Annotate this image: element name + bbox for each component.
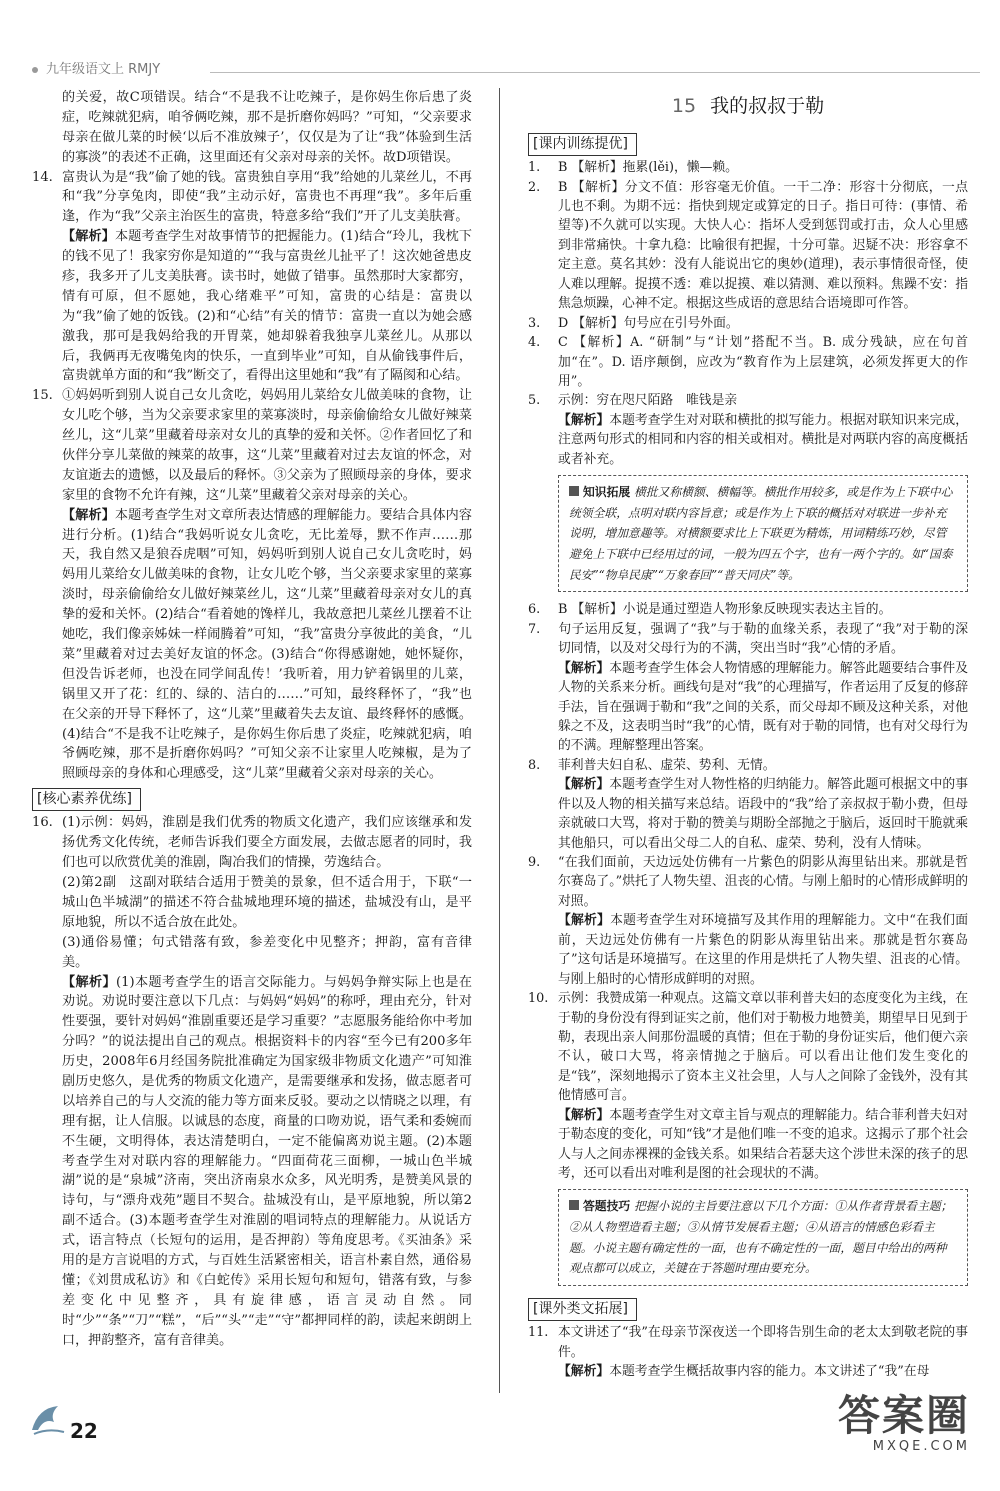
analysis-tag: 【解析】 xyxy=(62,507,115,523)
analysis-paragraph xyxy=(528,1362,968,1381)
analysis-text: 本题考查学生对环境描写及其作用的理解能力。文中“在我们面前，天边远处仿佛有一片紫色的阴影从海里钻出来。那就是哲尔赛岛了”这句话是环境描写。在这里的作用是烘托了人物失望、沮丧的心情。与刚上船时的心情形成鲜明的对照。 xyxy=(558,913,968,987)
answer-item xyxy=(528,853,968,911)
right-column xyxy=(528,88,968,1382)
analysis-text: 本题考查学生对文章主旨与观点的理解能力。结合菲利普夫妇对于勒态度的变化，可知“钱”才是他们唯一不变的追求。这揭示了那个社会人与人之间赤裸裸的金钱关系。如果结合若瑟夫这个涉世未深的孩子的思考，还可以看出对唯利是图的社会现状的不满。 xyxy=(558,1107,969,1182)
answer-item xyxy=(528,314,968,333)
analysis-text: 本题考查学生对人物性格的归纳能力。解答此题可根据文中的事件以及人物的相关描写来总结。语段中的“我”给了亲叔叔于勒小费，但母亲就破口大骂，将对于勒的赞美与期盼全部抛之于脑后，返回时干脆就乘其他船只，可以看出父母二人的自私、虚荣、势利，没有人情味。 xyxy=(558,777,969,851)
answer-item xyxy=(528,178,968,314)
tip-box-text: 把握小说的主旨要注意以下几个方面：①从作者背景看主题；②从人物塑造看主题；③从情节发展看主题；④从语言的情感色彩看主题。小说主题有确定性的一面，也有不确定性的一面，题目中给出的两种观点都可以成立，关键在于答题时理由要充分。 xyxy=(569,1199,953,1276)
analysis-tag: 【解析】 xyxy=(558,913,611,929)
answer-item xyxy=(32,168,472,228)
answer-item xyxy=(528,1323,968,1362)
analysis-text: 本题考查学生概括故事内容的能力。本文讲述了“我”在母 xyxy=(609,1364,930,1380)
item-text: “在我们面前，天边远处仿佛有一片紫色的阴影从海里钻出来。那就是哲尔赛岛了。”烘托了人物失望、沮丧的心情。与刚上船时的心情形成鲜明的对照。 xyxy=(558,855,968,909)
item-number: 9. xyxy=(528,855,541,871)
tip-box-label: 知识拓展 xyxy=(583,485,631,500)
right-blocks xyxy=(528,129,968,1382)
item-number: 5. xyxy=(528,393,541,409)
tip-box-text: 横批又称横额、横幅等。横批作用较多，或是作为上下联中心统领全联，点明对联内容旨意；或是作为上下联的概括对对联进一步补充说明，增加意趣等。对横额要求比上下联更为精炼，用词精练巧妙，尽管避免上下联中已经用过的词，一般为四五个字，也有一两个字的。如“国泰民安”“物阜民康”“万象春回”“普天同庆”等。 xyxy=(569,485,953,582)
publisher-logo-icon xyxy=(28,1400,68,1440)
item-text: 示例：穷在咫尺陌路 唯钱是亲 xyxy=(558,393,738,409)
analysis-tag: 【解析】 xyxy=(558,660,610,676)
item-text: C 【解析】A. “研制”与“计划”搭配不当。B. 成分残缺，应在句首加“在”。D. 语序颠倒，应改为“教育作为上层建筑，必须发挥更大的作用”。 xyxy=(558,335,968,389)
analysis-paragraph xyxy=(528,911,968,989)
square-icon xyxy=(569,486,579,496)
answer-item xyxy=(32,386,472,505)
item-text: 菲利普夫妇自私、虚荣、势利、无情。 xyxy=(558,757,776,773)
header-title: 九年级语文上 RMJY xyxy=(46,62,161,77)
page-number: 22 xyxy=(70,1419,98,1443)
item-number: 11. xyxy=(528,1325,549,1341)
analysis-tag: 【解析】 xyxy=(62,229,116,245)
page-header xyxy=(32,60,160,80)
analysis-paragraph xyxy=(528,1106,968,1184)
analysis-paragraph xyxy=(528,411,968,469)
item-text: 富贵认为是“我”偷了她的钱。富贵独自享用“我”给她的儿菜丝儿，不再和“我”分享兔肉，即使“我”主动示好，富贵也不再理“我”。多年后重逢，作为“我”父亲主治医生的富贵，特意多给“我们”开了儿支美肤膏。 xyxy=(62,169,472,225)
item-number: 4. xyxy=(528,335,541,351)
bullet-icon xyxy=(32,67,38,73)
section-heading: [ 课外类文拓展 ] xyxy=(528,1298,637,1321)
item-text: 本文讲述了“我”在母亲节深夜送一个即将告别生命的老太太到敬老院的事件。 xyxy=(558,1325,968,1360)
answer-item xyxy=(528,333,968,391)
answer-item xyxy=(528,989,968,1106)
item-number: 14. xyxy=(32,169,53,185)
item-number: 3. xyxy=(528,315,541,331)
analysis-text: 本题考查学生对对联和横批的拟写能力。根据对联知识来完成，注意两句形式的相同和内容的相关或相对。横批是对两联内容的高度概括或者补充。 xyxy=(558,412,969,467)
answer-item xyxy=(528,620,968,659)
analysis-text: 本题考查学生对文章所表达情感的理解能力。要结合具体内容进行分析。(1)结合“我妈听说女儿贪吃，无比羞辱，默不作声……那天，我自然又是狼吞虎咽”可知，妈妈听到别人说自己女儿贪吃时，妈妈用儿菜给女儿做美味的食物，让女儿吃个够，当父亲要求家里的菜寡淡时，母亲偷偷给女儿做好辣菜丝儿，这“儿菜”里藏着母亲对女儿的真挚的爱和关怀。(2)结合“看着她的馋样儿，我故意把儿菜丝儿摆着不让她吃，我们像亲姊妹一样闹腾着”可知，“我”富贵分享彼此的美食，“儿菜”里藏着对过去美好友谊的怀念。(3)结合“你得感谢她，她怀疑你，但没告诉老师，也没在同学间乱传！’我听着，用力铲着锅里的儿菜，锅里又开了花：红的、绿的、洁白的……”可知，最终释怀了，“我”也在父亲的开导下释怀了，这“儿菜”里藏着失去友谊、最终释怀的感慨。(4)结合“不是我不让吃辣子，是你妈生你后患了炎症，吃辣就犯病，咱爷俩吃辣，那不是折磨你妈吗？”可知父亲不让家里人吃辣椒，是为了照顾母亲的身体和心理感受，这“儿菜”里藏着父亲对母亲的关心。 xyxy=(62,507,472,782)
analysis-paragraph xyxy=(528,775,968,853)
analysis-tag: 【解析】 xyxy=(558,1107,610,1123)
item-number: 10. xyxy=(528,991,549,1007)
answer-item xyxy=(528,756,968,775)
analysis-text: 本题考查学生体会人物情感的理解能力。解答此题要结合事件及人物的关系来分析。画线句是对“我”的心理描写，作者运用了反复的修辞手法，旨在强调于勒和“我”之间的关系，而父母却不顾及这种关系，对他躲之不及，这表明当时“我”的心情，既有对于勒的同情，也有对父母行为的不满。理解整理出答案。 xyxy=(558,660,969,754)
tip-box xyxy=(558,475,968,592)
answer-item xyxy=(528,158,968,177)
watermark xyxy=(837,1391,970,1457)
section-heading: [ 课内训练提优 ] xyxy=(528,133,637,156)
square-icon xyxy=(569,1200,579,1210)
analysis-paragraph xyxy=(32,227,472,386)
item-text: (1)示例：妈妈，淮剧是我们优秀的物质文化遗产，我们应该继承和发扬优秀文化传统，老师告诉我们要全方面发展，去做志愿者的同时，我们也可以欣赏优美的淮剧，陶冶我们的情操，劳逸结合。 xyxy=(62,815,472,871)
analysis-paragraph xyxy=(528,659,968,756)
item-number: 7. xyxy=(528,621,541,637)
item-number: 16. xyxy=(32,815,53,831)
watermark-text: 答案圈 xyxy=(837,1391,970,1440)
sub-answer: (3)通俗易懂；句式错落有致，参差变化中见整齐；押韵，富有音律美。 xyxy=(62,934,472,970)
answer-item xyxy=(32,813,472,873)
analysis-tag: 【解析】 xyxy=(558,412,610,428)
item-text: D 【解析】句号应在引号外面。 xyxy=(558,315,739,331)
analysis-paragraph xyxy=(32,973,472,1351)
item-number: 1. xyxy=(528,160,541,176)
header-rule xyxy=(210,72,980,73)
section-heading: [ 核心素养优练 ] xyxy=(32,788,141,811)
lesson-title xyxy=(528,92,968,121)
lesson-number: 15 xyxy=(671,95,697,117)
left-column xyxy=(32,88,472,1350)
item-text: ①妈妈听到别人说自己女儿贪吃，妈妈用儿菜给女儿做美味的食物，让女儿吃个够，当为父亲要求家里的菜寡淡时，母亲偷偷给女儿做好辣菜丝儿，这“儿菜”里藏着母亲对女儿的真挚的爱和关怀。②作者回忆了和伙伴分享儿菜做的辣菜的故事，这“儿菜”里藏着对过去友谊的怀念，对友谊逝去的遗憾，以及最后的释怀。③父亲为了照顾母亲的身体，要求家里的食物不允许有辣，这“儿菜”里藏着父亲对母亲的关心。 xyxy=(62,388,472,503)
item-text: B 【解析】分文不值：形容毫无价值。一干二净：形容十分彻底，一点儿也不剩。为期不远：指快到规定或算定的日子。指日可待：(事情、希望等)不久就可以实现。大快人心：指坏人受到惩罚或打击，众人心里感到非常痛快。十拿九稳：比喻很有把握，十分可靠。迟疑不决：形容拿不定主意。莫名其妙：没有人能说出它的奥妙(道理)，表示事情很奇怪，使人难以理解。捉摸不透：难以捉摸、难以猜测、难以预料。焦躁不安：指焦急烦躁，心神不定。根据这些成语的意思结合语境即可作答。 xyxy=(558,179,968,312)
analysis-tag: 【解析】 xyxy=(62,974,116,990)
item-text: 句子运用反复，强调了“我”与于勒的血缘关系，表现了“我”对于勒的深切同情，以及对父母行为的不满，突出当时“我”心情的矛盾。 xyxy=(558,621,968,657)
analysis-paragraph xyxy=(32,506,472,784)
analysis-tag: 【解析】 xyxy=(558,1364,610,1380)
item-text: 示例：我赞成第一种观点。这篇文章以菲利普夫妇的态度变化为主线，在于勒的身份没有得到证实之前，他们对于勒极力地赞美，期望早日见到于勒，表现出亲人间那份温暖的真情；但在于勒的身份证实后，他们便六亲不认，破口大骂，将亲情抛之于脑后。可以看出让他们发生变化的是“钱”，深刻地揭示了资本主义社会里，人与人之间除了金钱外，没有其他情感可言。 xyxy=(558,991,968,1104)
item-number: 8. xyxy=(528,757,541,773)
item-number: 15. xyxy=(32,388,53,404)
lesson-title-text: 我的叔叔于勒 xyxy=(710,95,825,117)
item-number: 6. xyxy=(528,602,541,618)
analysis-tag: 【解析】 xyxy=(558,777,610,793)
tip-box xyxy=(558,1189,968,1286)
tip-box-label: 答题技巧 xyxy=(583,1199,631,1214)
column-divider xyxy=(499,88,500,1393)
item-text: B 【解析】拖累(lěi)，懒—赖。 xyxy=(558,160,738,176)
item-text: B 【解析】小说是通过塑造人物形象反映现实表达主旨的。 xyxy=(558,602,892,618)
answer-item xyxy=(528,600,968,619)
item-number: 2. xyxy=(528,179,541,195)
continued-paragraph: 的关爱，故C项错误。结合“不是我不让吃辣子，是你妈生你后患了炎症，吃辣就犯病，咱爷俩吃辣，那不是折磨你妈吗？”可知，“父亲要求母亲在做儿菜的时候‘以后不准放辣子’，仅仅是为了让“我”体验到生活的寡淡”的表述不正确，这里面还有父亲对母亲的关怀。故D项错误。 xyxy=(62,90,472,165)
analysis-text: (1)本题考查学生的语言交际能力。与妈妈争辩实际上也是在劝说。劝说时要注意以下几点：与妈妈“妈妈”的称呼，理由充分，针对性要强，要针对妈妈“淮剧重要还是学习重要？”志愿服务能给你中考加分吗？”的说法提出自己的观点。根据资料卡的内容“至今已有200多年历史，2008年6月经国务院批准确定为国家级非物质文化遗产”可知淮剧历史悠久，是优秀的物质文化遗产，是需要继承和发扬，做志愿者可以培养自己的与人交流的能力等方面来反驳。要动之以情晓之以理，有理有据，让人信服。以诚恳的态度，商量的口吻劝说，语气柔和委婉而不生硬，文明得体，表达清楚明白，一定不能偏离劝说主题。(2)本题考查学生对对联内容的理解能力。“四面荷花三面柳，一城山色半城湖”说的是“泉城”济南，突出济南泉水众多，风光明秀，是赞美风景的诗句，与“漂舟戏苑”题目不契合。盐城没有山，是平原地貌，所以第2副不适合。(3)本题考查学生对淮剧的唱词特点的理解能力。从说话方式，语言特点（长短句的运用，是否押韵）等角度思考。《买油条》采用的是方言说唱的方式，与百姓生活紧密相关，语言朴素自然，通俗易懂；《刘贯成私访》和《白蛇传》采用长短句和短句，错落有致，与参差变化中见整齐，具有旋律感，语言灵动自然。同时“少”“条”“刀”“糕”，“后”“头”“走”“守”都押同样的韵，读起来朗朗上口，押韵整齐，富有音律美。 xyxy=(62,974,473,1348)
sub-answer: (2)第2副 这副对联结合适用于赞美的景象，但不适合用于，下联“一城山色半城湖”的描述不符合盐城地理环境的描述，盐城没有山，是平原地貌，所以不适合放在此处。 xyxy=(62,875,472,930)
answer-item xyxy=(528,391,968,410)
analysis-text: 本题考查学生对故事情节的把握能力。(1)结合“玲儿，我枕下的钱不见了！我家穷你是知道的”“我与富贵丝儿扯平了！这次她爸患皮疹，我多开了儿支美肤膏。读书时，她做了错事。虽然那时大家都穷，情有可原，但不愿她，我心绪难平”可知，富贵的心结是：富贵以为“我”偷了她的饭钱。(2)和“心结”有关的情节：富贵一直以为她会感激我，那可是我妈给我的开胃菜，她却躲着我独享儿菜丝儿。从那以后，我俩再无夜嘴兔肉的快乐，一直到毕业”可知，自从偷钱事件后，富贵就单方面的和“我”断交了，看得出这里她和“我”有了隔阂和心结。 xyxy=(62,229,472,384)
watermark-sub: MXQE.COM xyxy=(872,1439,970,1454)
